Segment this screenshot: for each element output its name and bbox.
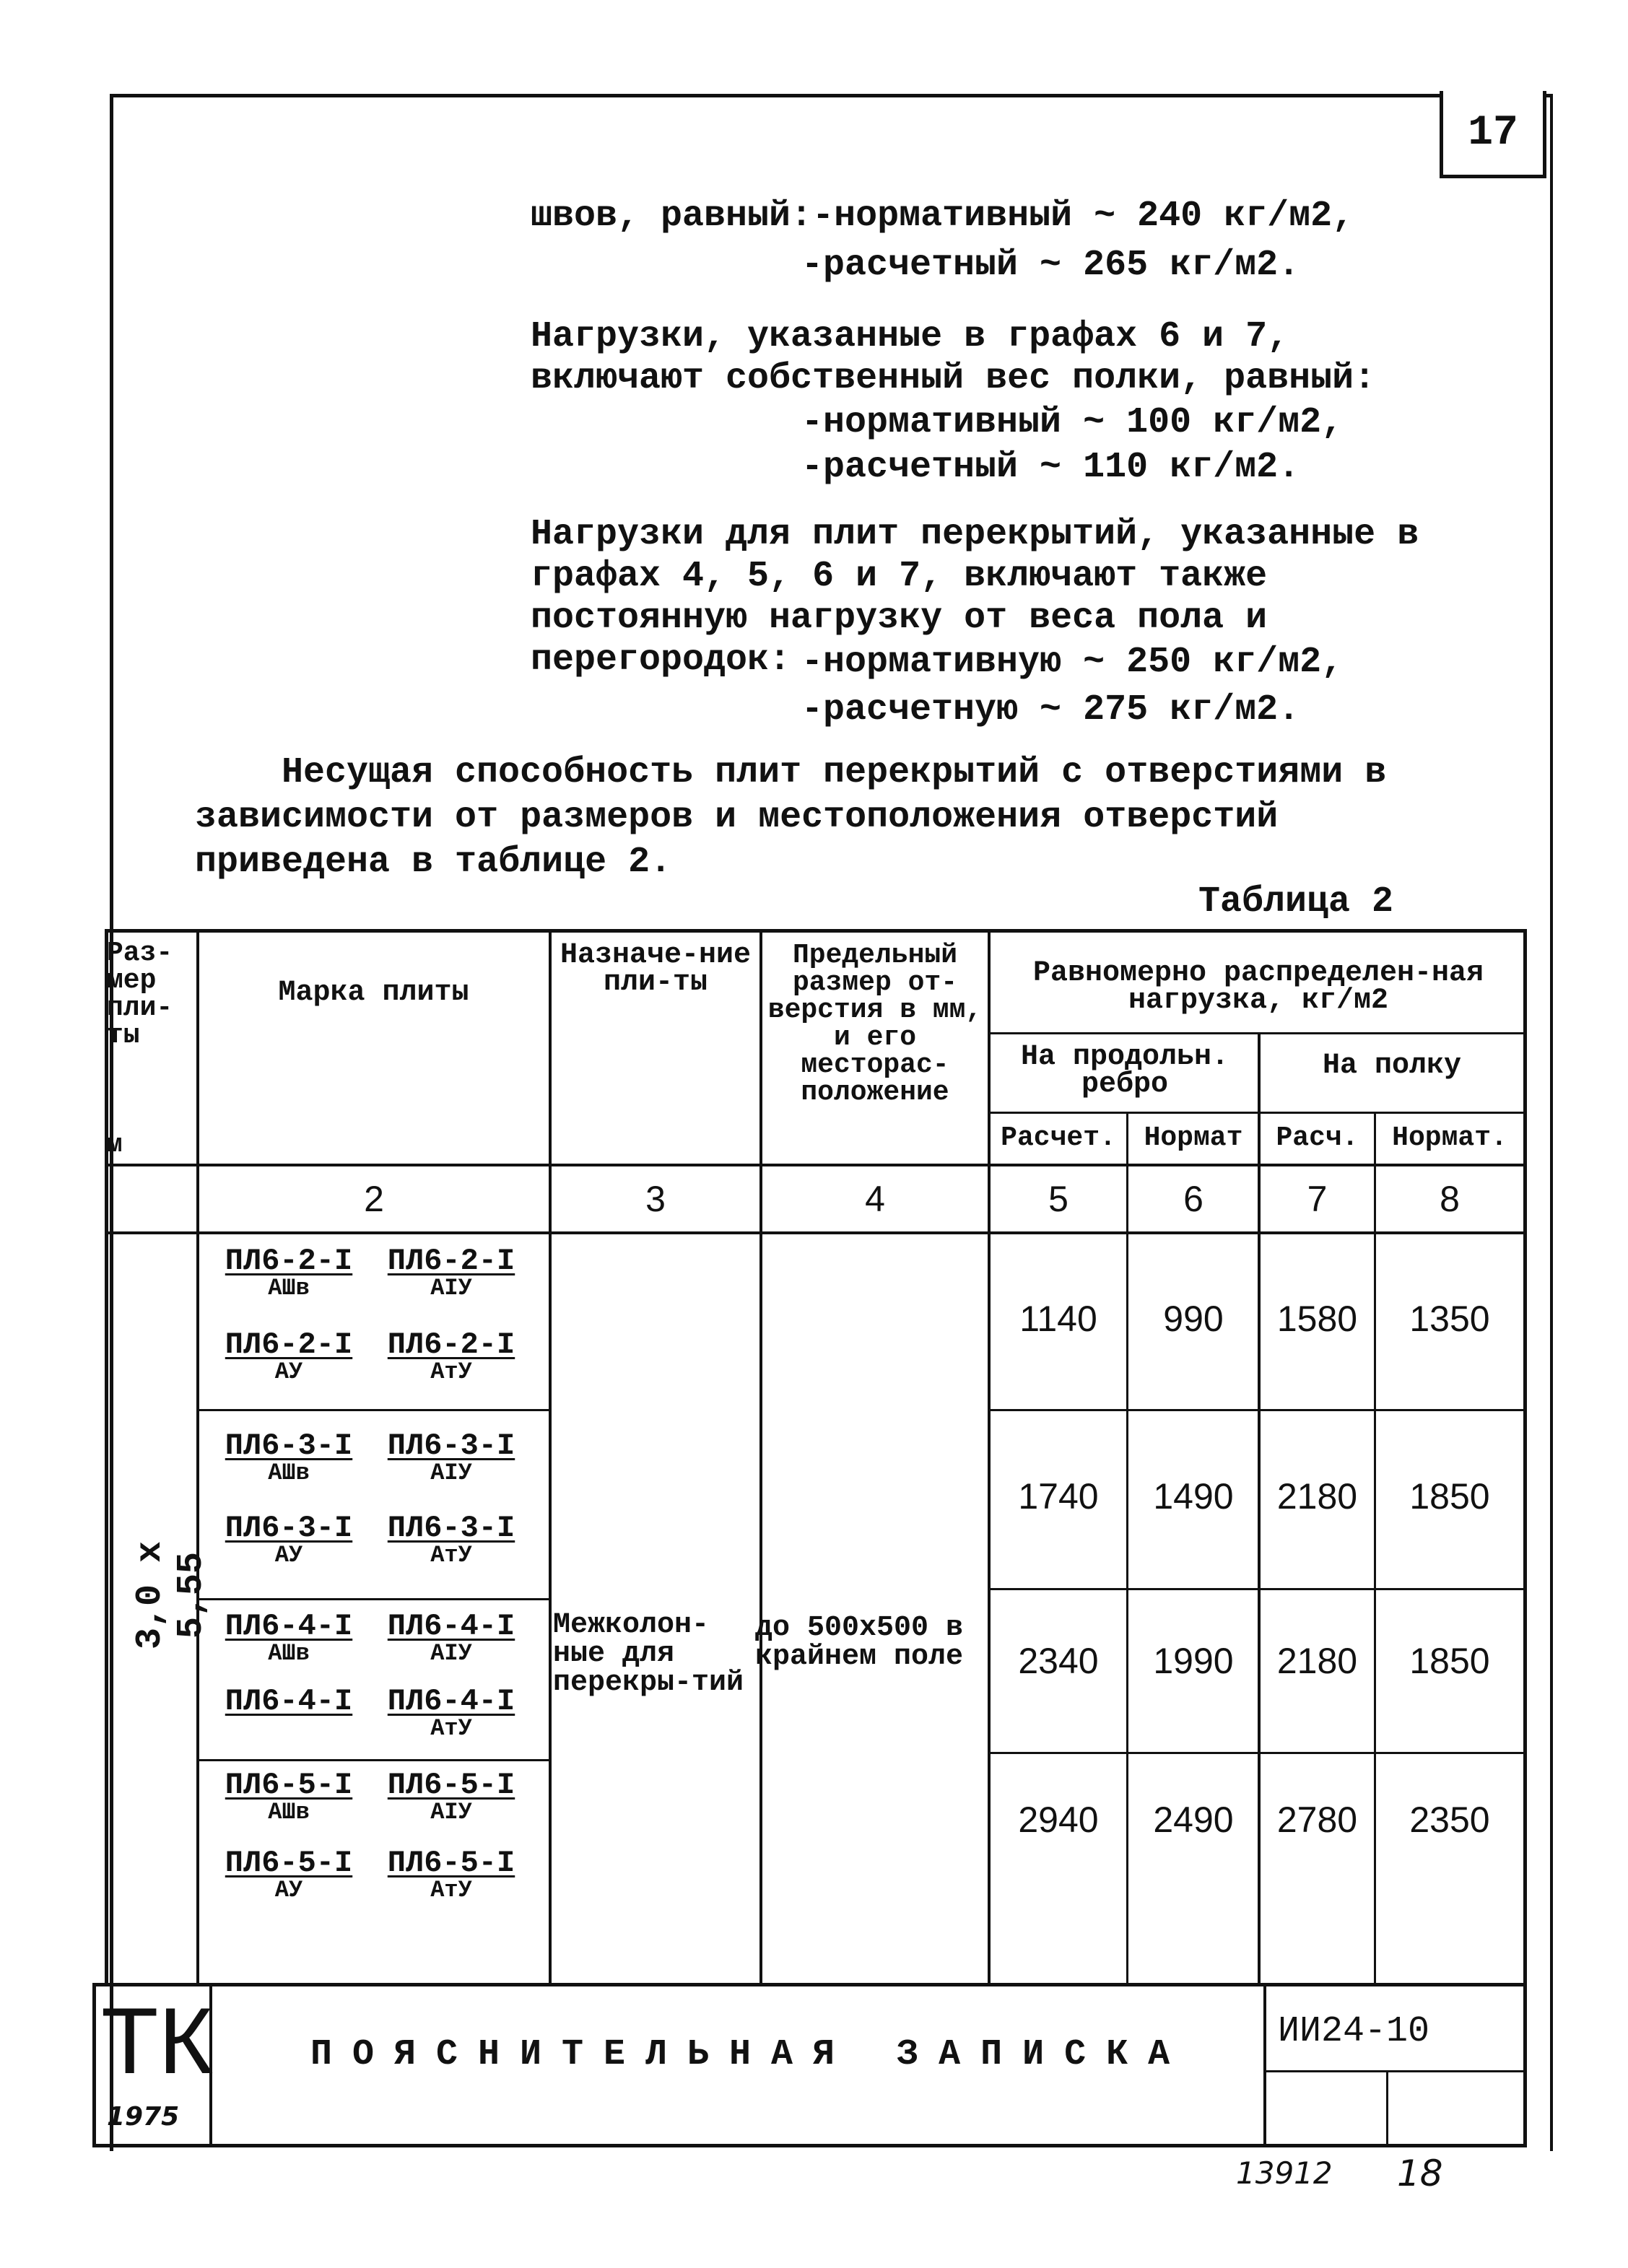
- header-calc-rib: Расчет.: [1001, 1122, 1116, 1153]
- mark-row2-c: ПЛ6-3-I АУ: [225, 1511, 353, 1569]
- mark-row1-c: ПЛ6-2-I АУ: [225, 1327, 353, 1385]
- intro-line-2: -расчетный ~ 265 кг/м2.: [801, 245, 1300, 286]
- row-line-header: [105, 1164, 1527, 1166]
- table-top-border: [105, 929, 1527, 933]
- val-r2-c8: 1850: [1409, 1476, 1490, 1517]
- col-number-7: 7: [1307, 1179, 1328, 1219]
- col-line-7: [1374, 1112, 1376, 1983]
- stamp-code-divider: [1263, 1983, 1266, 2147]
- mark-row3-d: ПЛ6-4-I АтУ: [387, 1684, 515, 1742]
- header-hole: Предельный размер от-верстия в мм, и его месторас-положение: [767, 940, 983, 1108]
- col-number-2: 2: [364, 1179, 384, 1219]
- stamp-left-border: [92, 1983, 96, 2147]
- header-shelf: На полку: [1322, 1050, 1462, 1082]
- col-line-5: [1126, 1112, 1128, 1983]
- intro-para-2: Нагрузки для плит перекрытий, указанные в графах 4, 5, 6 и 7, включают также постоянную нагрузку от веса пола и перегородок:: [531, 514, 1419, 681]
- val-r3-c6: 1990: [1153, 1641, 1234, 1681]
- val-r2-c5: 1740: [1018, 1476, 1099, 1517]
- plate-size-value: 3,0 x 5,55: [130, 1540, 212, 1650]
- intro-line-4: -расчетный ~ 110 кг/м2.: [801, 447, 1300, 488]
- header-purpose: Назначе-ние пли-ты: [560, 939, 752, 999]
- mark-row2-d: ПЛ6-3-I АтУ: [387, 1511, 515, 1569]
- val-r3-c7: 2180: [1276, 1641, 1358, 1681]
- table-left-border: [105, 929, 108, 1983]
- header-size-unit: м: [107, 1130, 123, 1159]
- row-line-sub1: [988, 1032, 1527, 1034]
- header-calc-shelf: Расч.: [1276, 1122, 1359, 1153]
- purpose-value: Межколон-ные для перекры-тий: [553, 1609, 744, 1699]
- col-number-5: 5: [1048, 1179, 1068, 1219]
- header-mark: Марка плиты: [278, 977, 469, 1009]
- col-number-6: 6: [1183, 1179, 1203, 1219]
- hole-value: до 500x500 в крайнем поле: [755, 1612, 964, 1673]
- val-r3-c5: 2340: [1018, 1641, 1099, 1681]
- stamp-bottom-border: [92, 2144, 1527, 2147]
- mark-row2-b: ПЛ6-3-I АIУ: [387, 1429, 515, 1486]
- mark-row2-a: ПЛ6-3-I АШв: [225, 1429, 353, 1486]
- val-r4-c6: 2490: [1153, 1800, 1234, 1840]
- table-right-border: [1523, 929, 1527, 1983]
- mark-row4-c: ПЛ6-5-I АУ: [225, 1846, 353, 1903]
- val-r2-c7: 2180: [1276, 1476, 1358, 1517]
- mark-row3-c: ПЛ6-4-I: [225, 1684, 353, 1719]
- val-r1-c5: 1140: [1019, 1299, 1097, 1339]
- mark-row3-a: ПЛ6-4-I АШв: [225, 1609, 353, 1667]
- header-norm-rib: Нормат: [1144, 1122, 1243, 1153]
- row-line-val-2: [988, 1588, 1527, 1590]
- stamp-code-vline: [1386, 2070, 1388, 2145]
- val-r2-c6: 1490: [1153, 1476, 1234, 1517]
- mark-row4-b: ПЛ6-5-I АIУ: [387, 1768, 515, 1826]
- header-rib: На продольн. ребро: [1020, 1041, 1229, 1101]
- col-number-8: 8: [1440, 1179, 1460, 1219]
- val-r4-c5: 2940: [1018, 1800, 1099, 1840]
- val-r3-c8: 1850: [1409, 1641, 1490, 1681]
- stamp-code-hline: [1263, 2070, 1523, 2072]
- header-norm-shelf: Нормат.: [1392, 1122, 1507, 1153]
- table-caption: Таблица 2: [1198, 881, 1394, 923]
- row-line-val-1: [988, 1409, 1527, 1411]
- row-line-sub2: [988, 1112, 1527, 1114]
- col-line-3: [759, 929, 762, 1983]
- intro-para-1: Нагрузки, указанные в графах 6 и 7, включают собственный вес полки, равный:: [531, 316, 1376, 399]
- val-r1-c6: 990: [1163, 1299, 1224, 1339]
- stamp-title: ПОЯСНИТЕЛЬНАЯ ЗАПИСКА: [310, 2034, 1190, 2075]
- row-line-mark-1: [196, 1409, 549, 1411]
- mark-row1-b: ПЛ6-2-I АIУ: [387, 1244, 515, 1301]
- row-line-mark-3: [196, 1759, 549, 1761]
- stamp-right-border: [1523, 1983, 1527, 2147]
- intro-line-6: -расчетную ~ 275 кг/м2.: [801, 689, 1300, 730]
- stamp-top-border: [92, 1983, 1527, 1986]
- val-r4-c8: 2350: [1409, 1800, 1490, 1840]
- val-r1-c7: 1580: [1276, 1299, 1358, 1339]
- col-number-4: 4: [865, 1179, 885, 1219]
- stamp-year: 1975: [107, 2102, 180, 2132]
- col-line-1: [196, 929, 199, 1983]
- stamp-tk-logo: ТК: [101, 1988, 214, 2093]
- mark-row4-a: ПЛ6-5-I АШв: [225, 1768, 353, 1826]
- mark-row4-d: ПЛ6-5-I АтУ: [387, 1846, 515, 1903]
- col-line-2: [549, 929, 552, 1983]
- footer-page: 18: [1397, 2153, 1443, 2194]
- header-load: Равномерно распределен-ная нагрузка, кг/м2: [1032, 957, 1484, 1017]
- row-line-numbers: [105, 1231, 1527, 1234]
- row-line-mark-2: [196, 1598, 549, 1600]
- header-size: Раз-мер пли-ты: [107, 938, 173, 1051]
- mark-row3-b: ПЛ6-4-I АIУ: [387, 1609, 515, 1667]
- col-number-3: 3: [645, 1179, 666, 1219]
- val-r1-c8: 1350: [1409, 1299, 1490, 1339]
- mark-row1-a: ПЛ6-2-I АШв: [225, 1244, 353, 1301]
- stamp-code: ИИ24-10: [1278, 2011, 1430, 2052]
- intro-para-3: Несущая способность плит перекрытий с отверстиями в зависимости от размеров и местоположения отверстий приведена в таблице 2.: [195, 752, 1387, 883]
- mark-row1-d: ПЛ6-2-I АтУ: [387, 1327, 515, 1385]
- page-number: 17: [1440, 91, 1546, 178]
- intro-line-1: швов, равный:-нормативный ~ 240 кг/м2,: [531, 196, 1354, 237]
- val-r4-c7: 2780: [1276, 1800, 1358, 1840]
- intro-line-5: -нормативную ~ 250 кг/м2,: [801, 642, 1344, 683]
- footer-number: 13912: [1236, 2155, 1333, 2191]
- intro-line-3: -нормативный ~ 100 кг/м2,: [801, 402, 1344, 443]
- row-line-val-3: [988, 1752, 1527, 1754]
